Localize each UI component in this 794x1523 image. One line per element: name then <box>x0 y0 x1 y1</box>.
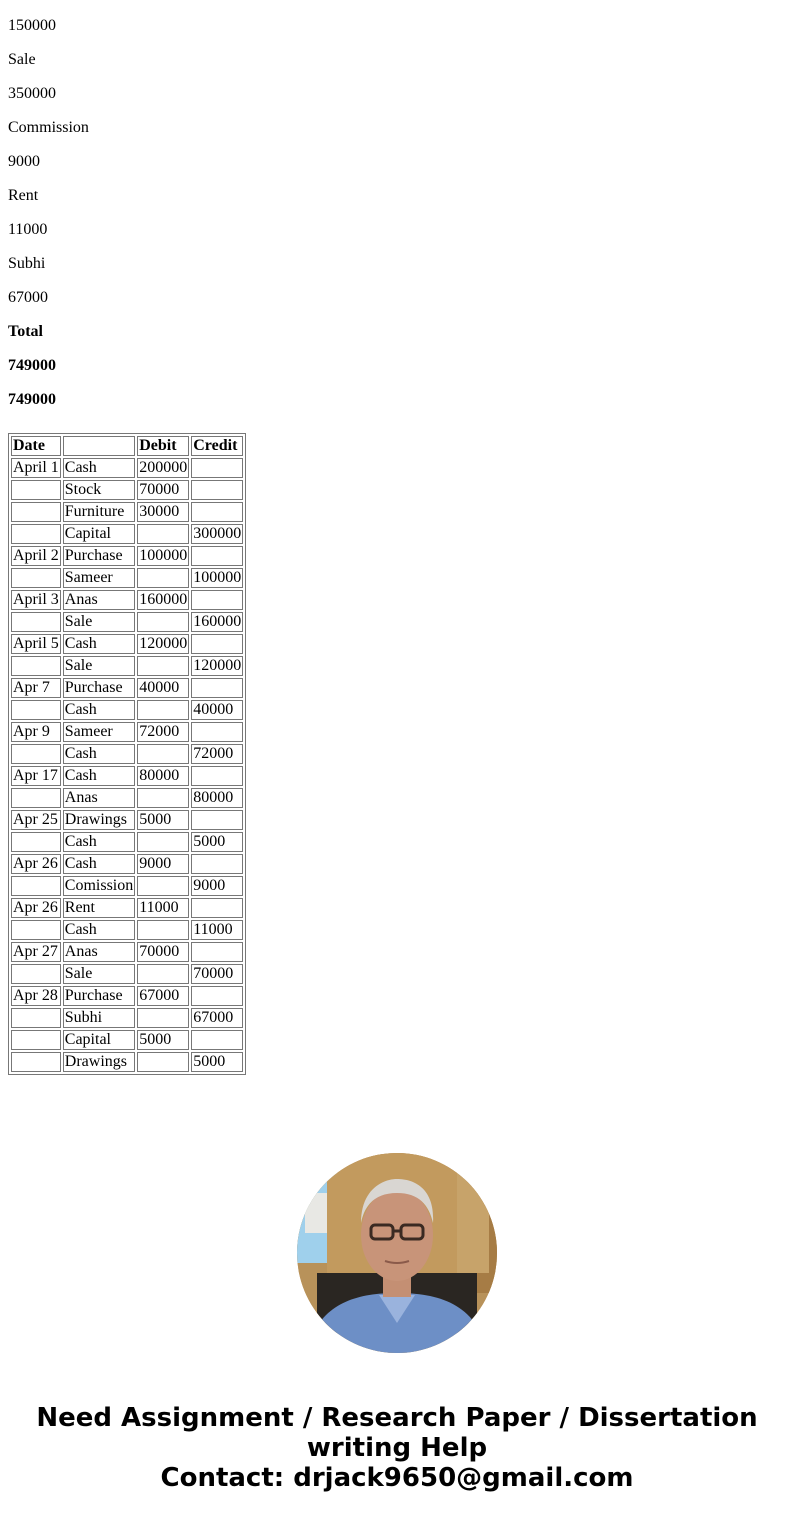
cell-date: Apr 17 <box>11 766 61 786</box>
cell-account: Capital <box>63 1030 135 1050</box>
cell-date: Apr 25 <box>11 810 61 830</box>
cell-debit <box>137 1008 189 1028</box>
table-row <box>11 964 243 984</box>
cell-debit: 70000 <box>137 942 189 962</box>
cell-date: Apr 27 <box>11 942 61 962</box>
header-account <box>63 436 135 456</box>
table-row <box>11 700 243 720</box>
cell-date: Apr 9 <box>11 722 61 742</box>
cell-credit: 40000 <box>191 700 243 720</box>
journal-entry <box>11 942 243 984</box>
cell-debit <box>137 788 189 808</box>
cell-account: Purchase <box>63 678 135 698</box>
footer-contact: Contact: drjack9650@gmail.com <box>160 1463 634 1493</box>
cell-credit <box>191 766 243 786</box>
cell-date: April 3 <box>13 591 59 608</box>
cell-credit <box>191 546 243 566</box>
journal-entry <box>11 458 243 544</box>
table-row <box>11 942 243 962</box>
table-row <box>11 458 243 478</box>
cell-account: Drawings <box>63 1052 135 1072</box>
journal-entry <box>11 854 243 896</box>
table-row <box>11 1030 243 1050</box>
table-header-row <box>11 436 243 456</box>
cell-debit: 100000 <box>139 547 188 564</box>
cell-date: Apr 7 <box>11 678 61 698</box>
cell-credit <box>191 590 243 610</box>
cell-credit <box>191 502 243 522</box>
cell-debit: 200000 <box>139 459 188 476</box>
ledger-line: 9000 <box>8 153 40 170</box>
cell-debit: 80000 <box>137 766 189 786</box>
author-avatar <box>297 1153 497 1353</box>
table-row <box>11 546 243 566</box>
cell-date <box>11 1030 61 1050</box>
cell-debit <box>137 1052 189 1072</box>
cell-credit: 5000 <box>191 832 243 852</box>
cell-credit: 72000 <box>191 744 243 764</box>
cell-date <box>11 502 61 522</box>
table-row <box>11 788 243 808</box>
cell-credit <box>191 898 243 918</box>
cell-account: Anas <box>63 942 135 962</box>
cell-credit <box>191 634 243 654</box>
cell-account: Cash <box>63 700 135 720</box>
cell-credit: 120000 <box>193 657 242 674</box>
cell-date <box>11 700 61 720</box>
journal-header <box>11 436 243 456</box>
cell-credit: 100000 <box>193 569 242 586</box>
cell-debit: 67000 <box>137 986 189 1006</box>
table-row <box>11 590 243 610</box>
cell-account: Cash <box>63 920 135 940</box>
cell-credit: 160000 <box>193 613 242 630</box>
cell-date: April 5 <box>13 635 59 652</box>
cell-credit: 11000 <box>191 920 243 940</box>
cell-date: April 2 <box>13 547 59 564</box>
ledger-line: 150000 <box>8 17 56 34</box>
ledger-line: Commission <box>8 119 89 136</box>
cell-date <box>11 480 61 500</box>
cell-debit: 72000 <box>137 722 189 742</box>
cell-credit <box>191 722 243 742</box>
cell-debit <box>137 832 189 852</box>
cell-account: Sale <box>63 656 135 676</box>
table-row <box>11 1052 243 1072</box>
journal-entry <box>11 1030 243 1072</box>
cell-debit <box>137 524 189 544</box>
table-row <box>11 634 243 654</box>
cell-credit: 80000 <box>191 788 243 808</box>
ledger-line: 749000 <box>8 357 56 374</box>
cell-date <box>11 920 61 940</box>
cell-account: Capital <box>63 524 135 544</box>
cell-debit <box>137 612 189 632</box>
cell-date <box>11 568 61 588</box>
journal-entry <box>11 722 243 764</box>
cell-account: Anas <box>63 788 135 808</box>
cell-account: Sale <box>63 964 135 984</box>
header-credit: Credit <box>191 436 243 456</box>
cell-date <box>11 832 61 852</box>
cell-credit <box>191 458 243 478</box>
cell-debit: 70000 <box>137 480 189 500</box>
cell-date <box>11 964 61 984</box>
cell-date <box>11 524 61 544</box>
ledger-line: 67000 <box>8 289 48 306</box>
cell-date <box>11 1008 61 1028</box>
table-row <box>11 568 243 588</box>
cell-credit <box>191 986 243 1006</box>
cell-credit: 5000 <box>191 1052 243 1072</box>
journal-entry <box>11 810 243 852</box>
cell-credit: 9000 <box>191 876 243 896</box>
journal-entry <box>11 634 243 676</box>
table-row <box>11 898 243 918</box>
cell-credit <box>191 810 243 830</box>
table-row <box>11 744 243 764</box>
table-row <box>11 524 243 544</box>
cell-date: Apr 28 <box>11 986 61 1006</box>
ledger-line: 11000 <box>8 221 48 238</box>
ledger-line: Subhi <box>8 255 46 272</box>
table-row <box>11 876 243 896</box>
cell-account: Sameer <box>63 722 135 742</box>
cell-debit: 5000 <box>137 1030 189 1050</box>
cell-credit: 300000 <box>193 525 242 542</box>
cell-debit <box>137 568 189 588</box>
cell-credit <box>191 942 243 962</box>
cell-debit <box>137 964 189 984</box>
table-row <box>11 810 243 830</box>
cell-debit: 120000 <box>139 635 188 652</box>
cell-account: Cash <box>63 766 135 786</box>
header-debit: Debit <box>137 436 189 456</box>
cell-credit: 67000 <box>191 1008 243 1028</box>
cell-account: Purchase <box>63 546 135 566</box>
cell-account: Comission <box>64 877 134 894</box>
footer-line-2: writing Help <box>306 1433 488 1463</box>
journal-entry <box>11 766 243 808</box>
cell-debit: 160000 <box>139 591 188 608</box>
cell-account: Drawings <box>63 810 135 830</box>
table-row <box>11 480 243 500</box>
cell-credit <box>191 854 243 874</box>
table-row <box>11 854 243 874</box>
cell-date <box>11 1052 61 1072</box>
cell-debit: 9000 <box>137 854 189 874</box>
cell-date: Apr 26 <box>11 898 61 918</box>
cell-credit <box>191 1030 243 1050</box>
ledger-line: 350000 <box>8 85 56 102</box>
cell-debit: 5000 <box>137 810 189 830</box>
cell-debit: 11000 <box>137 898 189 918</box>
table-row <box>11 612 243 632</box>
ledger-line: Sale <box>8 51 36 68</box>
table-row <box>11 1008 243 1028</box>
cell-debit <box>137 700 189 720</box>
cell-debit <box>137 656 189 676</box>
cell-account: Rent <box>63 898 135 918</box>
cell-credit: 70000 <box>191 964 243 984</box>
cell-date <box>11 612 61 632</box>
ledger-line: Total <box>8 323 43 340</box>
cell-date <box>11 788 61 808</box>
author-photo-icon <box>297 1153 497 1353</box>
table-row <box>11 722 243 742</box>
cell-account: Purchase <box>63 986 135 1006</box>
cell-debit: 40000 <box>137 678 189 698</box>
cell-debit <box>137 744 189 764</box>
cell-date: April 1 <box>13 459 59 476</box>
table-row <box>11 920 243 940</box>
cell-account: Cash <box>63 634 135 654</box>
cell-date: Apr 26 <box>11 854 61 874</box>
journal-table <box>8 433 246 1075</box>
cell-account: Stock <box>63 480 135 500</box>
table-row <box>11 678 243 698</box>
cell-debit: 30000 <box>137 502 189 522</box>
cell-debit <box>137 876 189 896</box>
header-date: Date <box>11 436 61 456</box>
ledger-line: Rent <box>8 187 39 204</box>
table-row <box>11 766 243 786</box>
footer-line-1: Need Assignment / Research Paper / Dissertation <box>36 1403 758 1433</box>
journal-entry <box>11 986 243 1028</box>
document-content <box>8 17 788 1075</box>
cell-account: Anas <box>63 590 135 610</box>
cell-account: Subhi <box>63 1008 135 1028</box>
cell-date <box>11 656 61 676</box>
contact-footer <box>0 1403 794 1493</box>
journal-entry <box>11 678 243 720</box>
cell-account: Sale <box>63 612 135 632</box>
table-row <box>11 986 243 1006</box>
table-row <box>11 832 243 852</box>
journal-entry <box>11 898 243 940</box>
cell-date <box>11 744 61 764</box>
table-row <box>11 502 243 522</box>
cell-credit <box>191 480 243 500</box>
ledger-line: 749000 <box>8 391 56 408</box>
ledger-lines <box>8 17 788 425</box>
cell-date <box>11 876 61 896</box>
journal-entry <box>11 546 243 588</box>
journal-entry <box>11 590 243 632</box>
cell-account: Sameer <box>63 568 135 588</box>
cell-account: Cash <box>63 458 135 478</box>
cell-account: Cash <box>63 832 135 852</box>
cell-credit <box>191 678 243 698</box>
table-row <box>11 656 243 676</box>
cell-account: Cash <box>63 854 135 874</box>
cell-debit <box>137 920 189 940</box>
cell-account: Furniture <box>63 502 135 522</box>
cell-account: Cash <box>63 744 135 764</box>
